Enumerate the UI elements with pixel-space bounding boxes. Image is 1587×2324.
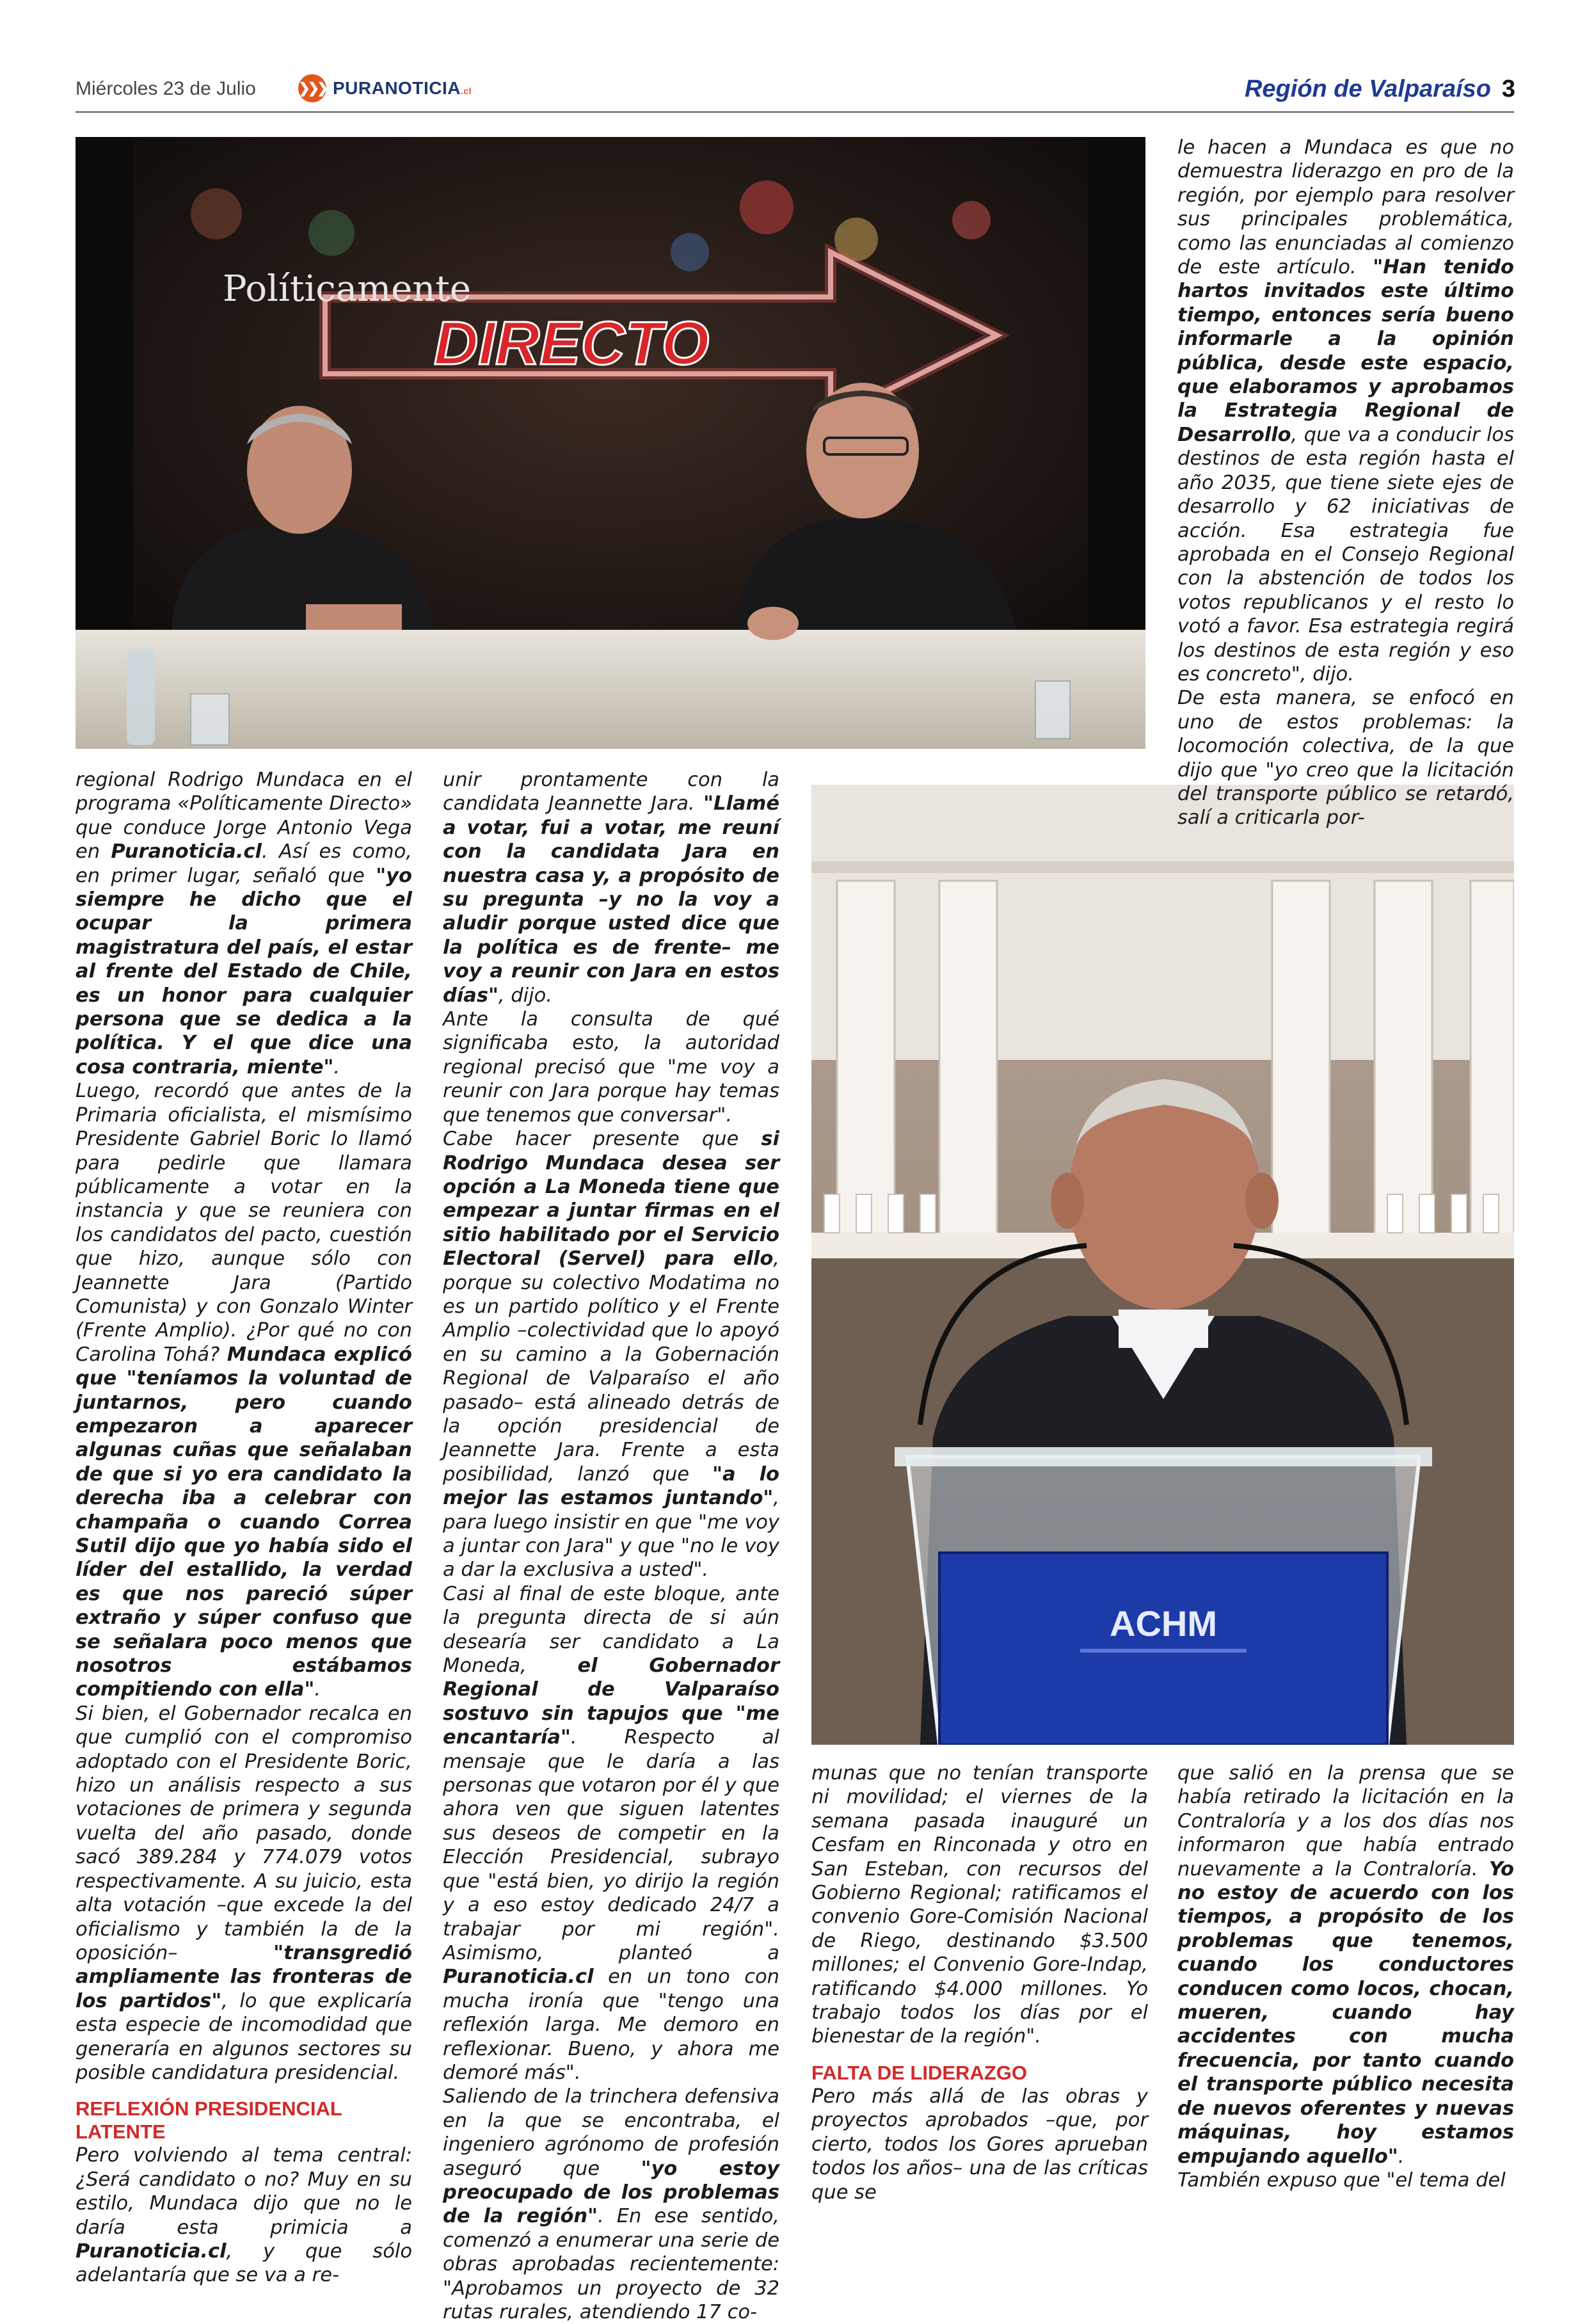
play-arrows-icon: ❯❯❯ bbox=[298, 74, 326, 102]
text-run: Pero más allá de las obras y proyectos aprobados –que, por cierto, todos los Gores aprueban todos los años– una de las críticas que se bbox=[811, 2085, 1148, 2204]
issue-date: Miércoles 23 de Julio bbox=[76, 78, 256, 99]
text-run: "transgredió ampliamente las fronteras de los partidos" bbox=[76, 1941, 412, 2012]
paragraph-col4 bbox=[1177, 1761, 1514, 2192]
logo-wordmark bbox=[333, 78, 472, 99]
text-run: . En ese sentido, comenzó a enumerar una serie de obras aprobadas recientemente: "Aprobamos un proyecto de 32 rutas rurales, atendiendo 17 co- bbox=[443, 2205, 779, 2323]
article-column-4 bbox=[1177, 1761, 1514, 2192]
text-run: . bbox=[333, 1055, 340, 1078]
text-run: , y que sólo adelantaría que se va a re- bbox=[76, 2240, 412, 2287]
text-run: munas que no tenían transporte ni movilidad; el viernes de la semana pasada inauguré un Cesfam en Rinconada y otro en San Esteban, con recursos del Gobierno Regional; ratificamos el convenio Gore-Comisión Nacional de Riego, destinando $3.500 millones; el Convenio Gore-Indap, ratificando $4.000 millones. Yo trabajo todos los días por el bienestar de la región". bbox=[811, 1762, 1148, 2048]
text-run: . Así es como, en primer lugar, señaló que bbox=[76, 840, 412, 887]
text-run: Saliendo de la trinchera defensiva en la que se encontraba, el ingeniero agrónomo de profesión aseguró que bbox=[443, 2085, 779, 2180]
text-run: Mundaca explicó que "teníamos la voluntad de juntarnos, pero cuando empezaron a aparecer algunas cuñas que señalaban de que si yo era candidato la derecha iba a celebrar con champaña o cuando Correa Sutil dijo que yo había sido el líder del estallido, la verdad es que nos pareció súper extraño y súper confuso que se señalara poco menos que nosotros estábamos compitiendo con ella" bbox=[76, 1343, 412, 1701]
text-run: Yo no estoy de acuerdo con los tiempos, a propósito de los problemas que tenemos, cuando los conductores conducen como locos, chocan, mueren, cuando hay accidentes con mucha frecuencia, por tanto cuando el transporte público necesita de nuevos oferentes y nuevas máquinas, hoy estamos empujando aquello" bbox=[1177, 1857, 1514, 2168]
text-run: "yo estoy preocupado de los problemas de la región" bbox=[443, 2157, 779, 2228]
text-run: , para luego insistir en que "me voy a juntar con Jara" y que "no le voy a dar la exclusiva a usted". bbox=[443, 1487, 779, 1582]
text-run: También expuso que "el tema del bbox=[1177, 2168, 1506, 2192]
text-run: "a lo mejor las estamos juntando" bbox=[443, 1463, 780, 1510]
text-run: unir prontamente con la candidata Jeannette Jara. bbox=[443, 769, 779, 815]
text-run: que salió en la prensa que se había retirado la licitación en la Contraloría y a los dos días nos informaron que había entrado nuevamente a la Contraloría. bbox=[1177, 1762, 1514, 1880]
paragraph-col1-after bbox=[76, 2144, 412, 2287]
paragraph-col4-top bbox=[1177, 136, 1514, 830]
subheading-reflexion: REFLEXIÓN PRESIDENCIAL LATENTE bbox=[76, 2097, 342, 2144]
subheading-liderazgo: FALTA DE LIDERAZGO bbox=[811, 2061, 1027, 2084]
text-run: si Rodrigo Mundaca desea ser opción a La Moneda tiene que empezar a juntar firmas en el sitio habilitado por el Servicio Electoral (Servel) para ello bbox=[443, 1128, 779, 1270]
article-column-3 bbox=[811, 1761, 1148, 2204]
text-run: , porque su colectivo Modatima no es un partido político y el Frente Amplio –colectividad que lo apoyó en su camino a la Gobernación Regional de Valparaíso el año pasado– está alineado detrás de la opción presidencial de Jeannette Jara. Frente a esta posibilidad, lanzó que bbox=[443, 1247, 779, 1486]
article-column-4-top bbox=[1177, 136, 1514, 830]
text-run: De esta manera, se enfocó en uno de estos problemas: la locomoción colectiva, de la que dijo que "yo creo que la licitación del transporte público se retardó, salí a criticarla por- bbox=[1177, 687, 1514, 829]
text-run: Ante la consulta de qué significaba esto, la autoridad regional precisó que "me voy a reunir con Jara porque hay temas que tenemos que conversar". bbox=[443, 1008, 779, 1126]
text-run: . bbox=[1398, 2145, 1405, 2168]
logo-suffix: .cl bbox=[460, 86, 472, 96]
show-title-line2: DIRECTO bbox=[434, 309, 710, 378]
show-title-line1: Políticamente bbox=[223, 268, 472, 310]
text-run: regional Rodrigo Mundaca en el programa «Políticamente Directo» que conduce Jorge Antonio Vega en bbox=[76, 769, 412, 863]
text-run: . Respecto al mensaje que le daría a las personas que votaron por él y que ahora ven que siguen latentes sus deseos de competir en la Elección Presidencial, subrayo que "está bien, yo dirijo la región y a eso estoy dedicado 24/7 a trabajar por mi región". Asimismo, planteó a bbox=[443, 1726, 779, 1964]
text-run: , que va a conducir los destinos de esta región hasta el año 2035, que tiene siete ejes de desarrollo y 62 iniciativas de acción. Esa estrategia fue aprobada en el Consejo Regional con la abstención de todos los votos republicanos y el resto lo votó a favor. Esa estrategia regirá los destinos de esta región y eso es concreto", dijo. bbox=[1177, 423, 1514, 685]
text-run: le hacen a Mundaca es que no demuestra liderazgo en pro de la región, por ejemplo para resolver sus principales problemática, como las enunciadas al comienzo de este artículo. bbox=[1177, 136, 1514, 279]
tv-studio-photo bbox=[76, 137, 1145, 749]
text-run: , dijo. bbox=[498, 984, 552, 1007]
text-run: "Llamé a votar, fui a votar, me reuní con la candidata Jara en nuestra casa y, a propósito de su pregunta –y no la voy a aludir porque usted dice que la política es de frente– me voy a reunir con Jara en estos días" bbox=[443, 792, 779, 1007]
text-run: Pero volviendo al tema central: ¿Será candidato o no? Muy en su estilo, Mundaca dijo que no le daría esta primicia a bbox=[76, 2144, 412, 2239]
paragraph-col3 bbox=[811, 1761, 1148, 2049]
text-run: Si bien, el Gobernador recalca en que cumplió con el compromiso adoptado con el Presidente Boric, hizo un análisis respecto a sus votaciones de primera y segunda vuelta del año pasado, donde sacó 389.284 y 774.079 votos respectivamente. A su juicio, esta alta votación –que excede la del oficialismo y también la de la oposición– bbox=[76, 1702, 412, 1964]
puranoticia-logo bbox=[298, 74, 472, 102]
text-run: Puranoticia.cl bbox=[111, 840, 262, 863]
text-run: , lo que explicaría esta especie de incomodidad que generaría en algunos sectores su posible candidatura presidencial. bbox=[76, 1989, 412, 2084]
text-run: el Gobernador Regional de Valparaíso sostuvo sin tapujos que "me encantaría" bbox=[443, 1655, 779, 1749]
section-title: Región de Valparaíso bbox=[1244, 76, 1491, 102]
paragraph-col2 bbox=[443, 768, 779, 2324]
paragraph-col3-after bbox=[811, 2085, 1148, 2204]
logo-text: PURANOTICIA bbox=[333, 78, 461, 98]
podium-logo: ACHM bbox=[1110, 1603, 1217, 1644]
text-run: . bbox=[314, 1678, 321, 1701]
text-run: Casi al final de este bloque, ante la pregunta directa de si aún desearía ser candidato a La Moneda, bbox=[443, 1582, 779, 1678]
text-run: Luego, recordó que antes de la Primaria oficialista, el mismísimo Presidente Gabriel Boric lo llamó para pedirle que llamara públicamente a votar en la instancia y que se reuniera con los candidatos del pacto, cuestión que hizo, aunque sólo con Jeannette Jara (Partido Comunista) y con Gonzalo Winter (Frente Amplio). ¿Por qué no con Carolina Tohá? bbox=[76, 1080, 412, 1366]
text-run: en un tono con mucha ironía que "tengo una reflexión larga. Me demoro en reflexionar. Bueno, y ahora me demoré más". bbox=[443, 1966, 779, 2084]
text-run: Puranoticia.cl bbox=[76, 2240, 227, 2263]
header-rule bbox=[76, 111, 1514, 113]
governor-podium-photo bbox=[811, 785, 1514, 1745]
text-run: Puranoticia.cl bbox=[443, 1966, 594, 1989]
page-number: 3 bbox=[1501, 76, 1515, 102]
text-run: Cabe hacer presente que bbox=[443, 1128, 762, 1151]
paragraph-col1 bbox=[76, 768, 412, 2085]
article-column-1 bbox=[76, 768, 412, 2288]
text-run: "yo siempre he dicho que el ocupar la primera magistratura del país, el estar al frente del Estado de Chile, es un honor para cualquier persona que se dedica a la política. Y el que dice una cosa contraria, miente" bbox=[76, 864, 412, 1078]
text-run: "Han tenido hartos invitados este último tiempo, entonces sería bueno informarle a la opinión pública, desde este espacio, que elaboramos y aprobamos la Estrategia Regional de Desarrollo bbox=[1177, 256, 1514, 446]
article-column-2 bbox=[443, 768, 779, 2324]
